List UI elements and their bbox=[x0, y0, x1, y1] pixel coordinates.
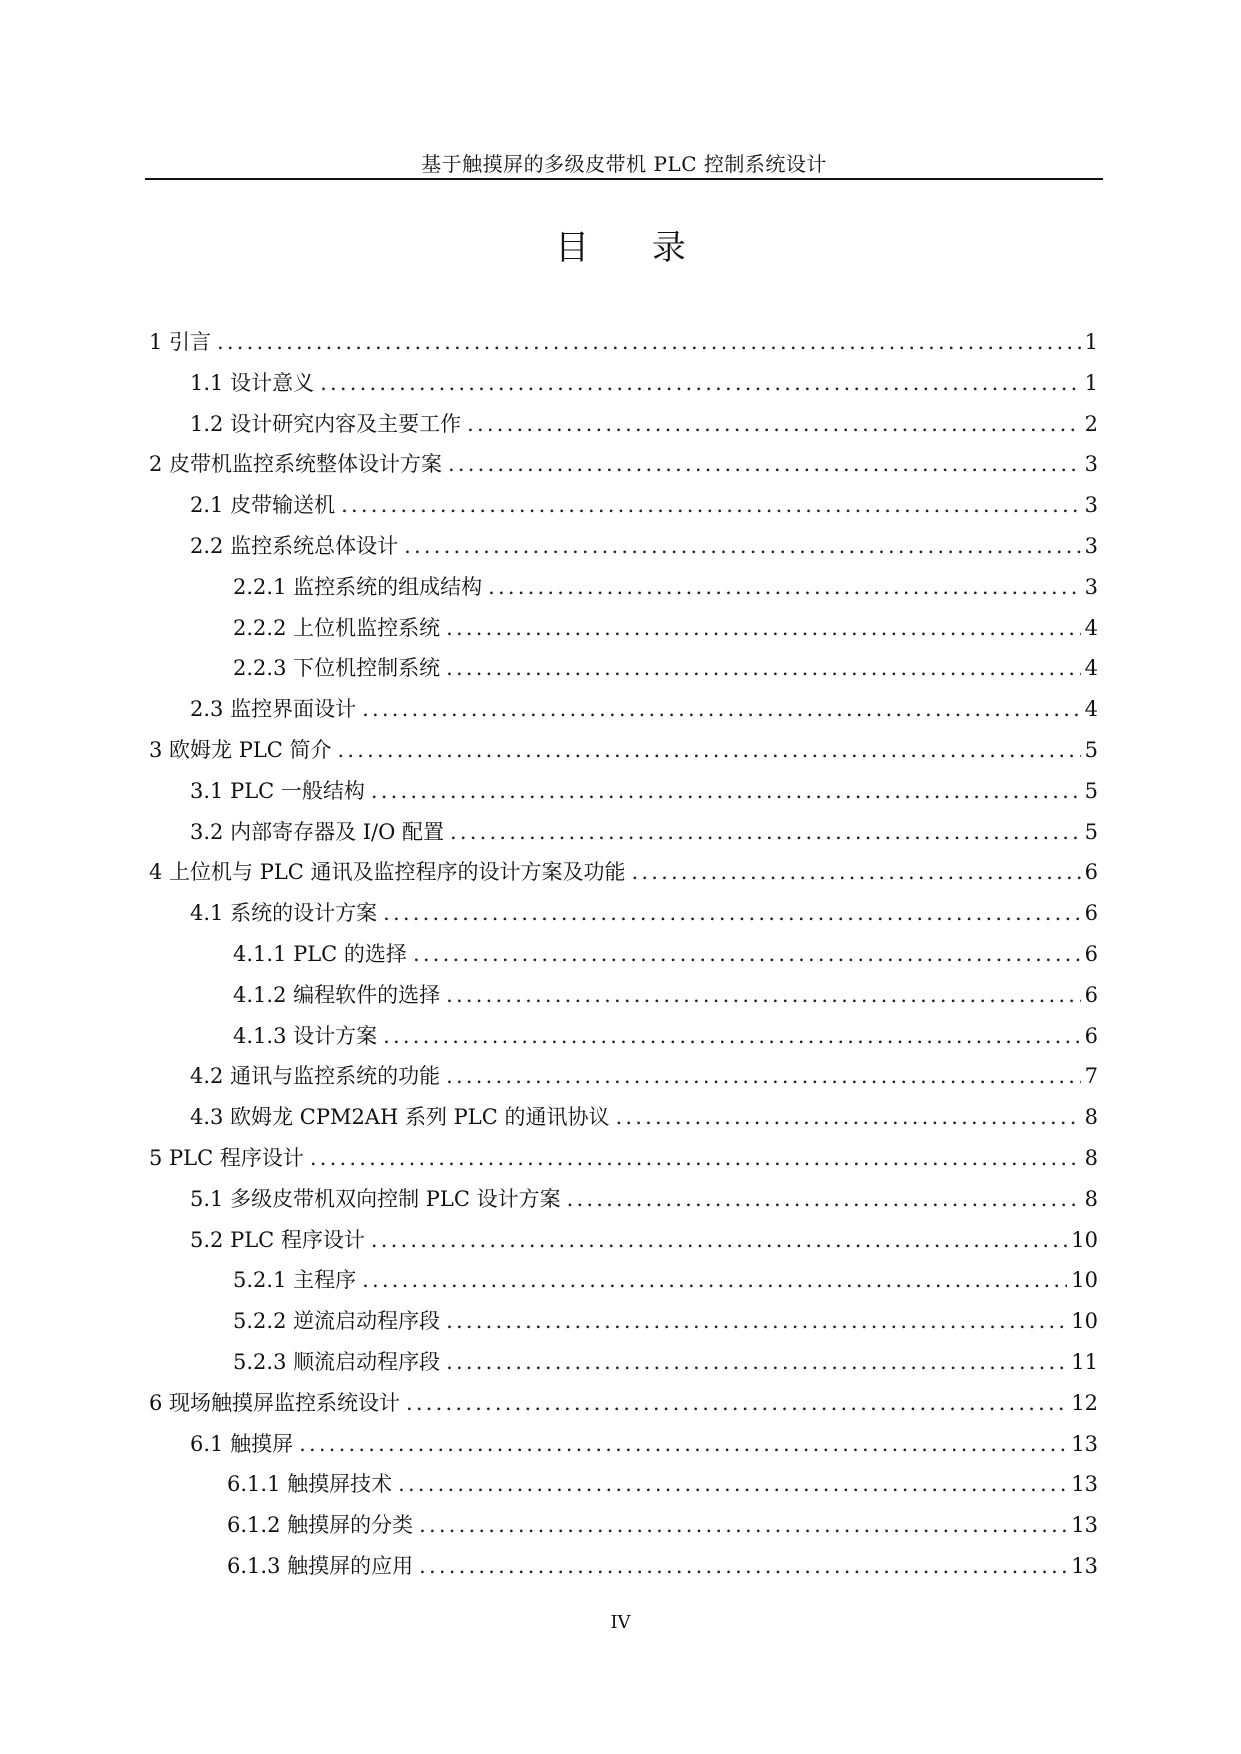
toc-entry[interactable] bbox=[145, 485, 1098, 526]
dot-leader bbox=[398, 1464, 1067, 1505]
toc-entry-page: 8 bbox=[1084, 1105, 1098, 1130]
dot-leader bbox=[362, 1260, 1067, 1301]
dot-leader bbox=[406, 1383, 1067, 1424]
dot-leader bbox=[217, 322, 1081, 363]
toc-entry-title: 2.1 皮带输送机 bbox=[190, 493, 336, 518]
toc-entry-title: 3.2 内部寄存器及 I/O 配置 bbox=[190, 819, 445, 844]
toc-entry-title: 4.1.3 设计方案 bbox=[233, 1023, 378, 1048]
toc-entry-page: 12 bbox=[1071, 1390, 1098, 1415]
toc-entry-page: 5 bbox=[1084, 737, 1098, 762]
toc-entry-title: 6.1.3 触摸屏的应用 bbox=[227, 1553, 414, 1578]
toc-entry-title: 5.2.3 顺流启动程序段 bbox=[233, 1349, 441, 1374]
toc-entry-page: 4 bbox=[1084, 615, 1098, 640]
toc-entry-title: 4.1 系统的设计方案 bbox=[190, 901, 378, 926]
toc-entry[interactable] bbox=[145, 812, 1098, 853]
toc-entry[interactable] bbox=[145, 1464, 1098, 1505]
toc-entry-title: 1.2 设计研究内容及主要工作 bbox=[190, 411, 462, 436]
dot-leader bbox=[446, 648, 1081, 689]
toc-entry-page: 3 bbox=[1084, 574, 1098, 599]
page-number: IV bbox=[610, 1612, 631, 1633]
toc-entry-title: 2.2 监控系统总体设计 bbox=[190, 533, 399, 558]
toc-entry-page: 6 bbox=[1084, 941, 1098, 966]
toc-entry-title: 1 引言 bbox=[149, 330, 212, 354]
dot-leader bbox=[446, 608, 1081, 649]
toc-entry-title: 4 上位机与 PLC 通讯及监控程序的设计方案及功能 bbox=[149, 860, 626, 885]
toc-entry-page: 7 bbox=[1084, 1064, 1098, 1089]
toc-entry-title: 2.3 监控界面设计 bbox=[190, 697, 357, 722]
toc-entry-page: 13 bbox=[1071, 1553, 1098, 1578]
toc-entry-title: 5.2.2 逆流启动程序段 bbox=[233, 1309, 441, 1334]
toc-entry-page: 10 bbox=[1071, 1268, 1098, 1293]
toc-entry[interactable] bbox=[145, 363, 1098, 404]
toc-entry-page: 6 bbox=[1084, 860, 1098, 885]
dot-leader bbox=[383, 1016, 1081, 1057]
toc-entry-title: 4.1.1 PLC 的选择 bbox=[233, 941, 407, 966]
toc-entry[interactable] bbox=[145, 975, 1098, 1016]
dot-leader bbox=[320, 363, 1081, 404]
toc-entry-title: 1.1 设计意义 bbox=[190, 370, 315, 395]
dot-leader bbox=[310, 1138, 1081, 1179]
toc-entry[interactable] bbox=[145, 1301, 1098, 1342]
toc-entry-title: 6.1 触摸屏 bbox=[190, 1431, 294, 1456]
dot-leader bbox=[448, 444, 1081, 485]
toc-entry-page: 1 bbox=[1084, 370, 1098, 395]
toc-entry-title: 4.1.2 编程软件的选择 bbox=[233, 982, 441, 1007]
toc-entry-title: 6.1.1 触摸屏技术 bbox=[227, 1472, 393, 1497]
dot-leader bbox=[632, 852, 1081, 893]
toc-entry[interactable] bbox=[145, 608, 1098, 649]
toc-entry-title: 2.2.1 监控系统的组成结构 bbox=[233, 574, 483, 599]
toc-entry-page: 4 bbox=[1084, 656, 1098, 681]
toc-entry-page: 8 bbox=[1084, 1186, 1098, 1211]
toc-entry-page: 8 bbox=[1084, 1145, 1098, 1170]
toc-entry[interactable] bbox=[145, 1138, 1098, 1179]
toc-entry[interactable] bbox=[145, 1546, 1098, 1587]
dot-leader bbox=[362, 689, 1081, 730]
dot-leader bbox=[488, 567, 1081, 608]
toc-entry-title: 4.2 通讯与监控系统的功能 bbox=[190, 1064, 441, 1089]
dot-leader bbox=[615, 1097, 1080, 1138]
dot-leader bbox=[419, 1505, 1067, 1546]
toc-entry-page: 6 bbox=[1084, 982, 1098, 1007]
header-divider bbox=[145, 178, 1103, 180]
toc-title: 目 录 bbox=[555, 228, 712, 268]
toc-entry-title: 2 皮带机监控系统整体设计方案 bbox=[149, 452, 443, 477]
toc-entry[interactable] bbox=[145, 1220, 1098, 1261]
toc-entry-page: 10 bbox=[1071, 1227, 1098, 1252]
toc-entry[interactable] bbox=[145, 648, 1098, 689]
toc-entry-page: 5 bbox=[1084, 778, 1098, 803]
toc-entry-page: 3 bbox=[1084, 452, 1098, 477]
dot-leader bbox=[371, 1220, 1067, 1261]
dot-leader bbox=[413, 934, 1081, 975]
toc-entry-title: 6 现场触摸屏监控系统设计 bbox=[149, 1390, 401, 1415]
toc-entry[interactable] bbox=[145, 1505, 1098, 1546]
toc-entry-page: 13 bbox=[1071, 1431, 1098, 1456]
dot-leader bbox=[338, 730, 1081, 771]
toc-entry[interactable] bbox=[145, 1056, 1098, 1097]
toc-entry[interactable] bbox=[145, 567, 1098, 608]
dot-leader bbox=[467, 404, 1081, 445]
toc-entry-title: 2.2.3 下位机控制系统 bbox=[233, 656, 441, 681]
dot-leader bbox=[419, 1546, 1067, 1587]
toc-entry-page: 10 bbox=[1071, 1309, 1098, 1334]
dot-leader bbox=[567, 1179, 1081, 1220]
toc-entry-page: 6 bbox=[1084, 901, 1098, 926]
dot-leader bbox=[450, 812, 1081, 853]
toc-entry-page: 2 bbox=[1084, 411, 1098, 436]
toc-entry[interactable] bbox=[145, 1016, 1098, 1057]
toc-entry-title: 4.3 欧姆龙 CPM2AH 系列 PLC 的通讯协议 bbox=[190, 1105, 610, 1130]
toc-entry-page: 3 bbox=[1084, 493, 1098, 518]
toc-entry[interactable] bbox=[145, 1342, 1098, 1383]
toc-entry-title: 2.2.2 上位机监控系统 bbox=[233, 615, 441, 640]
dot-leader bbox=[299, 1424, 1067, 1465]
toc-entry[interactable] bbox=[145, 526, 1098, 567]
toc-entry[interactable] bbox=[145, 1260, 1098, 1301]
toc-entry-page: 4 bbox=[1084, 697, 1098, 722]
dot-leader bbox=[383, 893, 1081, 934]
dot-leader bbox=[341, 485, 1081, 526]
toc-entry-title: 5.2 PLC 程序设计 bbox=[190, 1227, 365, 1252]
toc-entry-title: 6.1.2 触摸屏的分类 bbox=[227, 1513, 414, 1538]
toc-entry[interactable] bbox=[145, 893, 1098, 934]
toc-entry-page: 13 bbox=[1071, 1472, 1098, 1497]
toc-entry-page: 13 bbox=[1071, 1513, 1098, 1538]
dot-leader bbox=[446, 1056, 1081, 1097]
toc-entry[interactable] bbox=[145, 852, 1098, 893]
toc-entry[interactable] bbox=[145, 404, 1098, 445]
toc-entry-page: 3 bbox=[1084, 533, 1098, 558]
dot-leader bbox=[446, 975, 1081, 1016]
toc-entry-title: 5.1 多级皮带机双向控制 PLC 设计方案 bbox=[190, 1186, 561, 1211]
toc-entry[interactable] bbox=[145, 1097, 1098, 1138]
toc-entry-title: 3.1 PLC 一般结构 bbox=[190, 778, 365, 803]
toc-entry[interactable] bbox=[145, 934, 1098, 975]
dot-leader bbox=[371, 771, 1081, 812]
toc-entry-title: 3 欧姆龙 PLC 简介 bbox=[149, 737, 332, 762]
toc-entry-page: 1 bbox=[1084, 330, 1098, 354]
dot-leader bbox=[446, 1301, 1067, 1342]
toc-entry[interactable] bbox=[145, 1383, 1098, 1424]
dot-leader bbox=[404, 526, 1081, 567]
toc-entry[interactable] bbox=[145, 689, 1098, 730]
toc-entry[interactable] bbox=[145, 771, 1098, 812]
toc-entry[interactable] bbox=[145, 322, 1098, 363]
table-of-contents bbox=[145, 322, 1098, 1587]
toc-entry[interactable] bbox=[145, 1424, 1098, 1465]
toc-entry-title: 5.2.1 主程序 bbox=[233, 1268, 357, 1293]
running-header: 基于触摸屏的多级皮带机 PLC 控制系统设计 bbox=[421, 152, 827, 176]
toc-entry-page: 11 bbox=[1071, 1349, 1098, 1374]
toc-entry[interactable] bbox=[145, 444, 1098, 485]
toc-entry[interactable] bbox=[145, 730, 1098, 771]
toc-entry-title: 5 PLC 程序设计 bbox=[149, 1145, 304, 1170]
toc-entry[interactable] bbox=[145, 1179, 1098, 1220]
toc-entry-page: 5 bbox=[1084, 819, 1098, 844]
toc-entry-page: 6 bbox=[1084, 1023, 1098, 1048]
dot-leader bbox=[446, 1342, 1067, 1383]
